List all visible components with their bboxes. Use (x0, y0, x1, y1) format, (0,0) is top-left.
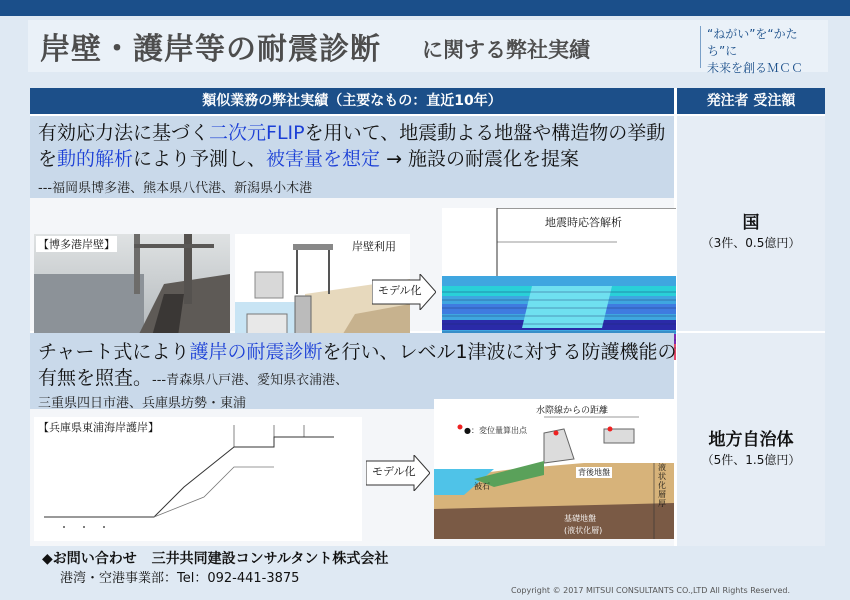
order-amount: （5件、1.5億円） (701, 453, 801, 467)
distance-label: 水際線からの距離 (536, 406, 609, 416)
desc-text: チャート式により (38, 341, 190, 363)
row-1-description (38, 120, 678, 172)
row-1-sites: ---福岡県博多港、熊本県八代港、新潟県小木港 (38, 181, 313, 196)
header-orderer: 発注者 受注額 (677, 88, 825, 114)
photo-label: 【博多港岸壁】 (38, 238, 115, 251)
slogan-line-1: “ねがい”を“かたち”に (707, 27, 798, 58)
top-bar (0, 0, 850, 16)
orderer-name: 国 (742, 213, 760, 233)
seawall-drawing (34, 417, 362, 541)
order-amount: （3件、0.5億円） (701, 236, 801, 250)
contact-label: ◆お問い合わせ (42, 551, 137, 567)
contact-heading (42, 548, 388, 568)
header-works: 類似業務の弊社実績（主要なもの：直近10年） (30, 88, 674, 114)
row-2-sites-inline: ---青森県八戸港、愛知県衣浦港、 (152, 373, 349, 388)
desc-highlight: 被害量を想定 (266, 148, 381, 170)
base-label: 基礎地盤 (564, 514, 596, 523)
desc-text: 有効応力法に基づく (38, 122, 210, 144)
row-2-orderer-cell (677, 333, 825, 546)
model-label: モデル化 (372, 465, 416, 478)
row-2-description (38, 339, 678, 394)
desc-highlight: 護岸の耐震診断 (189, 341, 323, 363)
back-soil-label: 背後地盤 (578, 468, 610, 477)
page-title: 岸壁・護岸等の耐震診断 (40, 32, 381, 67)
desc-highlight: 動的解析 (57, 148, 134, 170)
row-1-content (30, 116, 674, 331)
model-label: モデル化 (378, 284, 422, 297)
analysis-label: 地震時応答解析 (545, 216, 622, 229)
base-sub-label: (液状化層) (564, 526, 603, 535)
layer-thickness-label: 液状化層厚 (658, 463, 666, 508)
diagram-label: 岸壁利用 (352, 240, 396, 253)
armor-label: 被石 (474, 482, 490, 491)
desc-text: を用いて、地震動よる地盤や構造物の挙動を (38, 122, 666, 170)
company-name: 三井共同建設コンサルタント株式会社 (151, 551, 389, 567)
point-label: ●：変位量算出点 (464, 426, 527, 435)
orderer-name: 地方自治体 (708, 430, 794, 450)
copyright: Copyright © 2017 MITSUI CONSULTANTS CO.,LTD All Rights Reserved. (510, 586, 790, 595)
desc-text: を行い、レベル1津波に対する防護機能の有無を照査。 (38, 341, 677, 389)
row-2-sites: 三重県四日市港、兵庫県坊勢・東浦 (38, 396, 247, 411)
slogan (700, 26, 827, 75)
department-phone: 港湾・空港事業部：Tel：092-441-3875 (60, 571, 300, 586)
slogan-line-2: 未来を創るＭＣＣ (707, 61, 804, 75)
row-2-content (30, 333, 677, 546)
results-table (30, 88, 825, 546)
row-1-orderer-cell (677, 116, 825, 331)
desc-text: により予測し、 (133, 148, 267, 170)
desc-highlight: 二次元FLIP (209, 122, 305, 144)
desc-text: → 施設の耐震化を提案 (380, 148, 580, 170)
page-subtitle: に関する弊社実績 (422, 38, 590, 62)
photo-label: 【兵庫県東浦海岸護岸】 (38, 421, 159, 434)
seawall-section (434, 399, 674, 539)
